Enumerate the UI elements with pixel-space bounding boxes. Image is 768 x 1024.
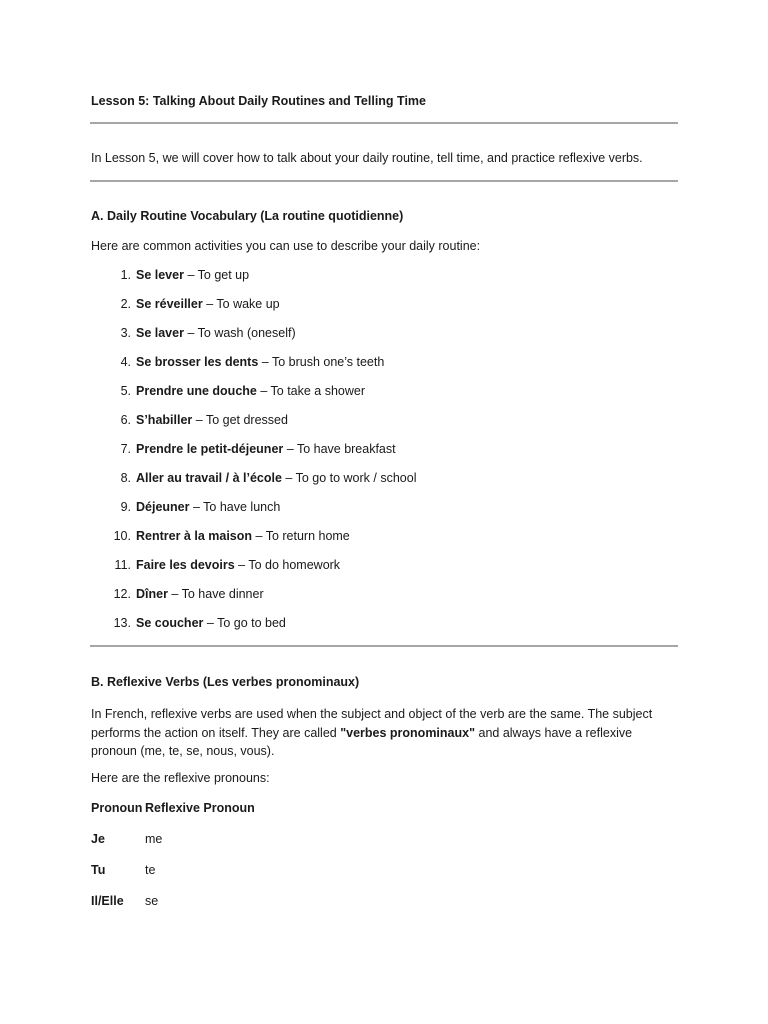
list-number: 5. — [120, 384, 131, 398]
list-item — [0, 558, 768, 587]
vocab-definition: – To brush one’s teeth — [258, 355, 385, 369]
vocab-definition: – To take a shower — [256, 384, 366, 398]
list-number: 4. — [120, 355, 131, 369]
vocab-definition: – To have dinner — [167, 587, 264, 601]
list-item — [0, 471, 768, 500]
table-cell-reflexive: me — [145, 832, 163, 846]
list-number: 11. — [114, 558, 131, 572]
divider — [90, 122, 678, 124]
vocab-term: Prendre une douche — [136, 384, 257, 398]
list-item — [0, 529, 768, 558]
list-number: 7. — [120, 442, 131, 456]
emphasis-term: "verbes pronominaux" — [340, 725, 476, 740]
vocab-definition: – To have breakfast — [283, 442, 396, 456]
list-item — [0, 297, 768, 326]
list-number: 12. — [113, 587, 131, 601]
vocab-term: Dîner — [136, 587, 168, 601]
table-cell-reflexive: te — [145, 863, 156, 877]
vocab-definition: – To wash (oneself) — [183, 326, 296, 340]
vocab-definition: – To get up — [183, 268, 250, 282]
list-item — [0, 587, 768, 616]
section-b-lead: Here are the reflexive pronouns: — [91, 771, 270, 785]
vocab-term: Se coucher — [136, 616, 204, 630]
section-a-lead: Here are common activities you can use to describe your daily routine: — [91, 239, 481, 253]
vocabulary-list — [0, 268, 768, 645]
intro-text: In Lesson 5, we will cover how to talk about your daily routine, tell time, and practice reflexive verbs. — [91, 151, 643, 165]
list-item — [0, 384, 768, 413]
list-item — [0, 326, 768, 355]
list-item — [0, 442, 768, 471]
vocab-term: Rentrer à la maison — [136, 529, 253, 543]
list-number: 13. — [113, 616, 131, 630]
list-number: 2. — [120, 297, 131, 311]
section-b-heading: B. Reflexive Verbs (Les verbes pronominaux) — [91, 675, 360, 689]
list-number: 9. — [120, 500, 131, 514]
list-item — [0, 268, 768, 297]
vocab-term: Se brosser les dents — [136, 355, 259, 369]
list-item — [0, 355, 768, 384]
divider — [90, 645, 678, 647]
vocab-definition: – To get dressed — [192, 413, 288, 427]
vocab-term: S’habiller — [136, 413, 193, 427]
vocab-definition: – To do homework — [234, 558, 341, 572]
vocab-term: Se réveiller — [136, 297, 203, 311]
table-cell-subject: Il/Elle — [91, 894, 124, 908]
section-b-paragraph — [91, 705, 681, 761]
table-cell-reflexive: se — [145, 894, 159, 908]
lesson-title: Lesson 5: Talking About Daily Routines and Telling Time — [91, 94, 426, 108]
table-cell-subject: Je — [91, 832, 105, 846]
list-number: 10. — [113, 529, 131, 543]
vocab-definition: – To have lunch — [189, 500, 281, 514]
paragraph-text: and always have a reflexive — [475, 725, 633, 740]
list-number: 8. — [120, 471, 131, 485]
section-a-heading: A. Daily Routine Vocabulary (La routine quotidienne) — [91, 209, 404, 223]
list-item — [0, 500, 768, 529]
vocab-term: Prendre le petit-déjeuner — [136, 442, 284, 456]
vocab-term: Se lever — [136, 268, 184, 282]
paragraph-line: In French, reflexive verbs are used when the subject and object of the verb are the same. The subject — [91, 707, 653, 721]
list-number: 1. — [120, 268, 131, 282]
vocab-term: Aller au travail / à l’école — [136, 471, 282, 485]
paragraph-line — [91, 724, 681, 743]
paragraph-text: performs the action on itself. They are called — [91, 725, 341, 740]
list-item — [0, 616, 768, 645]
table-cell-subject: Tu — [91, 863, 106, 877]
list-number: 6. — [120, 413, 131, 427]
divider — [90, 180, 678, 182]
table-header-pronoun: Pronoun — [91, 801, 143, 815]
vocab-term: Se laver — [136, 326, 184, 340]
vocab-definition: – To wake up — [202, 297, 280, 311]
list-number: 3. — [120, 326, 131, 340]
vocab-definition: – To return home — [252, 529, 350, 543]
vocab-term: Faire les devoirs — [136, 558, 235, 572]
list-item — [0, 413, 768, 442]
vocab-term: Déjeuner — [136, 500, 190, 514]
paragraph-line: pronoun (me, te, se, nous, vous). — [91, 744, 275, 758]
vocab-definition: – To go to bed — [203, 616, 286, 630]
vocab-definition: – To go to work / school — [281, 471, 417, 485]
table-header-reflexive: Reflexive Pronoun — [145, 801, 255, 815]
